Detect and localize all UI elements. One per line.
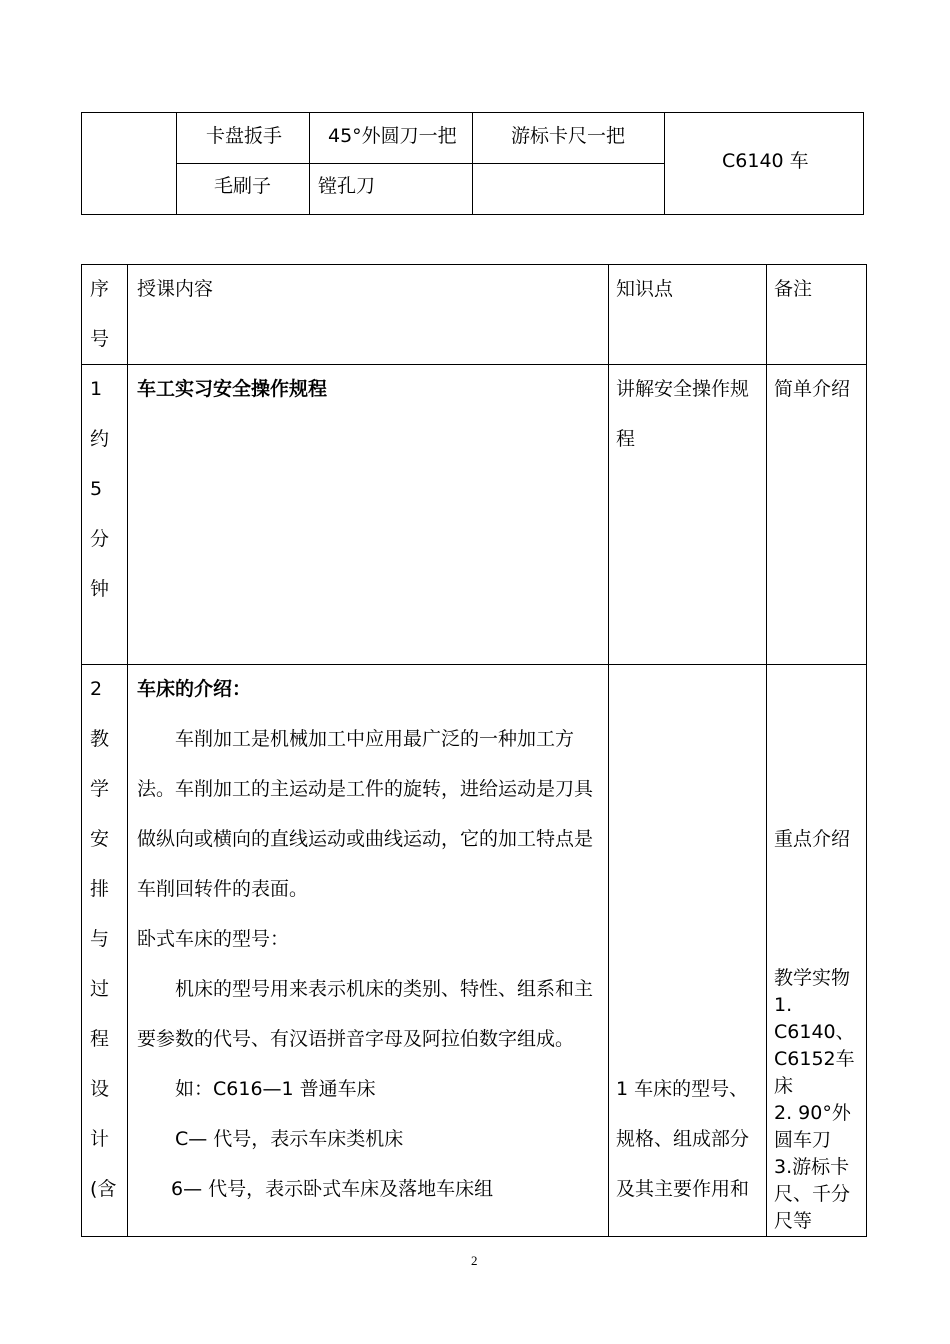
row2-seq: 过	[90, 978, 110, 1000]
row2-knowledge: 1 车床的型号、	[616, 1078, 749, 1100]
table-border	[81, 664, 867, 665]
row2-content-line: 做纵向或横向的直线运动或曲线运动，它的加工特点是	[137, 828, 594, 850]
header-seq: 号	[90, 328, 110, 350]
table-border	[766, 264, 767, 1237]
row2-seq: 与	[90, 928, 110, 950]
row2-content-line: C— 代号，表示车床类机床	[175, 1128, 404, 1150]
row1-seq: 约	[90, 428, 110, 450]
table-border	[81, 1236, 867, 1237]
row2-remark-item: C6140、	[774, 1021, 855, 1043]
row1-knowledge: 程	[616, 428, 636, 450]
equipment-cell: 镗孔刀	[318, 175, 376, 197]
row1-seq: 分	[90, 528, 110, 550]
equipment-cell: 45°外圆刀一把	[328, 125, 457, 147]
row2-seq: 程	[90, 1028, 110, 1050]
table-border	[81, 364, 867, 365]
row2-remark-item: 教学实物	[774, 967, 851, 989]
equipment-cell: 卡盘扳手	[206, 125, 283, 147]
table-border	[863, 112, 864, 215]
row1-seq: 钟	[90, 578, 110, 600]
row2-seq: 教	[90, 728, 110, 750]
table-border	[81, 112, 82, 215]
row1-content-title: 车工实习安全操作规程	[137, 378, 328, 400]
row2-content-line: 机床的型号用来表示机床的类别、特性、组系和主	[175, 978, 594, 1000]
row1-seq: 1	[90, 378, 103, 400]
equipment-cell: 毛刷子	[214, 175, 272, 197]
row2-remark-item: 尺等	[774, 1210, 813, 1232]
row1-remark: 简单介绍	[774, 378, 851, 400]
machine-cell: C6140 车	[722, 150, 809, 172]
row2-content-line: 要参数的代号、有汉语拼音字母及阿拉伯数字组成。	[137, 1028, 575, 1050]
row2-remark-item: 床	[774, 1075, 794, 1097]
equipment-cell: 游标卡尺一把	[511, 125, 626, 147]
row2-content-line: 法。车削加工的主运动是工件的旋转，进给运动是刀具	[137, 778, 594, 800]
row2-remark-item: 2. 90°外	[774, 1102, 851, 1124]
row2-remark-item: C6152车	[774, 1048, 855, 1070]
row2-knowledge: 规格、组成部分	[616, 1128, 750, 1150]
row1-seq: 5	[90, 478, 103, 500]
row2-seq: 安	[90, 828, 110, 850]
table-border	[127, 264, 128, 1237]
row2-remark-key: 重点介绍	[774, 828, 851, 850]
row2-remark-item: 圆车刀	[774, 1129, 832, 1151]
row2-content-line: 车削加工是机械加工中应用最广泛的一种加工方	[175, 728, 575, 750]
row2-knowledge: 及其主要作用和	[616, 1178, 750, 1200]
row2-remark-item: 1.	[774, 994, 793, 1016]
row2-content-line: 如：C616—1 普通车床	[175, 1078, 376, 1100]
table-border	[81, 264, 82, 1237]
row2-seq: 学	[90, 778, 110, 800]
table-border	[81, 264, 867, 265]
header-remark: 备注	[774, 278, 813, 300]
header-content: 授课内容	[137, 278, 214, 300]
table-border	[608, 264, 609, 1237]
row2-content-line: 卧式车床的型号：	[137, 928, 290, 950]
row2-content-line: 车削回转件的表面。	[137, 878, 309, 900]
row2-remark-item: 3.游标卡	[774, 1156, 850, 1178]
row2-seq: 设	[90, 1078, 110, 1100]
header-seq: 序	[90, 278, 110, 300]
row2-seq: (含	[90, 1178, 117, 1200]
row1-knowledge: 讲解安全操作规	[616, 378, 750, 400]
row2-seq: 计	[90, 1128, 110, 1150]
table-border	[664, 112, 665, 215]
table-border	[176, 163, 664, 164]
table-border	[866, 264, 867, 1237]
row2-content-title: 车床的介绍：	[137, 678, 252, 700]
row2-seq: 2	[90, 678, 103, 700]
row2-seq: 排	[90, 878, 110, 900]
row2-content-line: 6— 代号，表示卧式车床及落地车床组	[171, 1178, 494, 1200]
row2-remark-item: 尺、千分	[774, 1183, 851, 1205]
page-number: 2	[471, 1253, 478, 1268]
header-knowledge: 知识点	[616, 278, 674, 300]
